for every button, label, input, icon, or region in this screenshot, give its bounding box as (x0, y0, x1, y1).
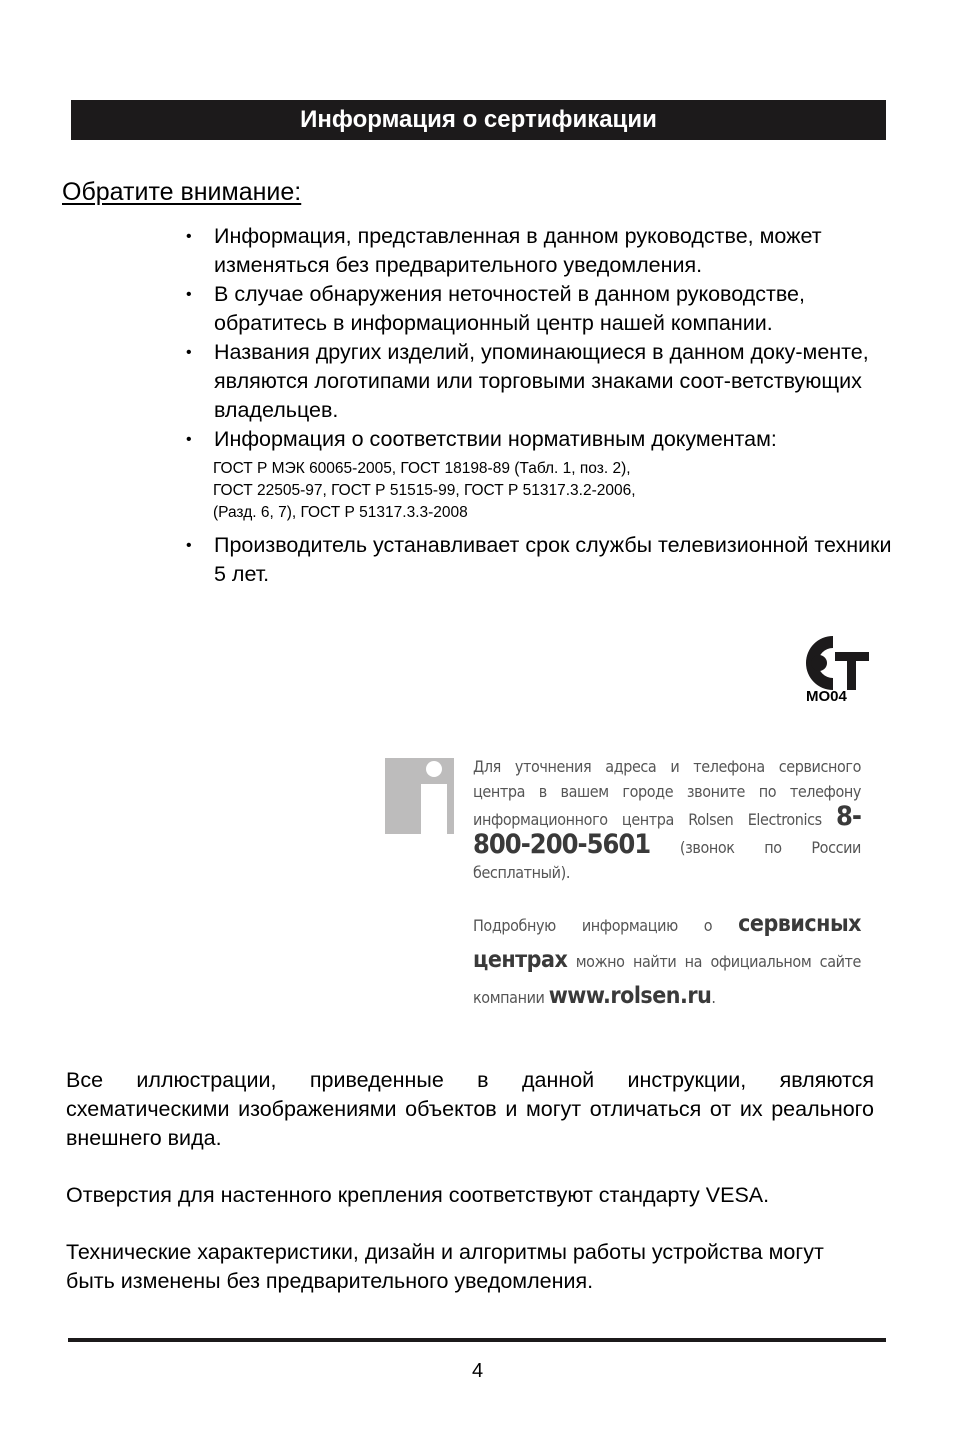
info-icon (385, 758, 454, 834)
standards-list (213, 458, 636, 524)
bullet-icon: • (186, 286, 192, 303)
bullet-icon: • (186, 228, 192, 245)
notice-list (186, 222, 898, 455)
standards-line: (Разд. 6, 7), ГОСТ Р 51317.3.3-2008 (213, 504, 468, 521)
section-title: Информация о сертификации (300, 106, 657, 133)
vesa-note: Отверстия для настенного крепления соответствуют стандарту VESA. (66, 1183, 770, 1207)
phone-note: (звонок по России бесплатный). (473, 838, 861, 882)
standards-line: ГОСТ Р МЭК 60065-2005, ГОСТ 18198-89 (Табл. 1, поз. 2), (213, 460, 631, 477)
bullet-icon: • (186, 537, 192, 554)
standards-line: ГОСТ 22505-97, ГОСТ Р 51515-99, ГОСТ Р 51317.3.2-2006, (213, 482, 636, 499)
list-item: • Названия других изделий, упоминающиеся в данном доку-менте, являются логотипами или торговыми знаками соот-ветствующих владельцев. (186, 340, 869, 422)
service-info-details: Подробную информацию о сервисных центрах можно найти на официальном сайте компании www.rolsen.ru. (473, 911, 862, 1009)
service-info-intro: Для уточнения адреса и телефона сервисного центра в вашем городе звоните по телефону информационного центра Rolsen Electronics 8-800-200-5601 (звонок по России бесплатный). (473, 757, 862, 882)
website-link[interactable]: www.rolsen.ru (548, 983, 712, 1009)
list-item: • Информация, представленная в данном руководстве, может изменяться без предварительного уведомления. (186, 224, 822, 277)
list-item: • Производитель устанавливает срок службы телевизионной техники 5 лет. (186, 533, 892, 586)
illustrations-note: Все иллюстрации, приведенные в данной инструкции, являются схематическими изображениями объектов и могут отличаться от их реального внешнего вида. (66, 1068, 874, 1150)
footer-divider (68, 1338, 886, 1342)
service-centers-label: сервисных центрах (473, 911, 861, 973)
section-header (71, 100, 886, 140)
notice-list-continued (186, 531, 898, 589)
info-glyph-icon (385, 758, 454, 834)
list-item: • В случае обнаружения неточностей в данном руководстве, обратитесь в информационный центр нашей компании. (186, 282, 805, 335)
notice-title: Обратите внимание: (62, 178, 302, 206)
service-info (473, 754, 861, 1015)
bullet-icon: • (186, 431, 192, 448)
hotline-phone: 8-800-200-5601 (473, 801, 862, 860)
list-item: • Информация о соответствии нормативным документам: (186, 425, 898, 455)
specs-note: Технические характеристики, дизайн и алгоритмы работы устройства могут быть изменены без предварительного уведомления. (66, 1240, 824, 1293)
certification-code: MO04 (806, 688, 847, 705)
bullet-icon: • (186, 344, 192, 361)
page-number: 4 (471, 1360, 484, 1382)
